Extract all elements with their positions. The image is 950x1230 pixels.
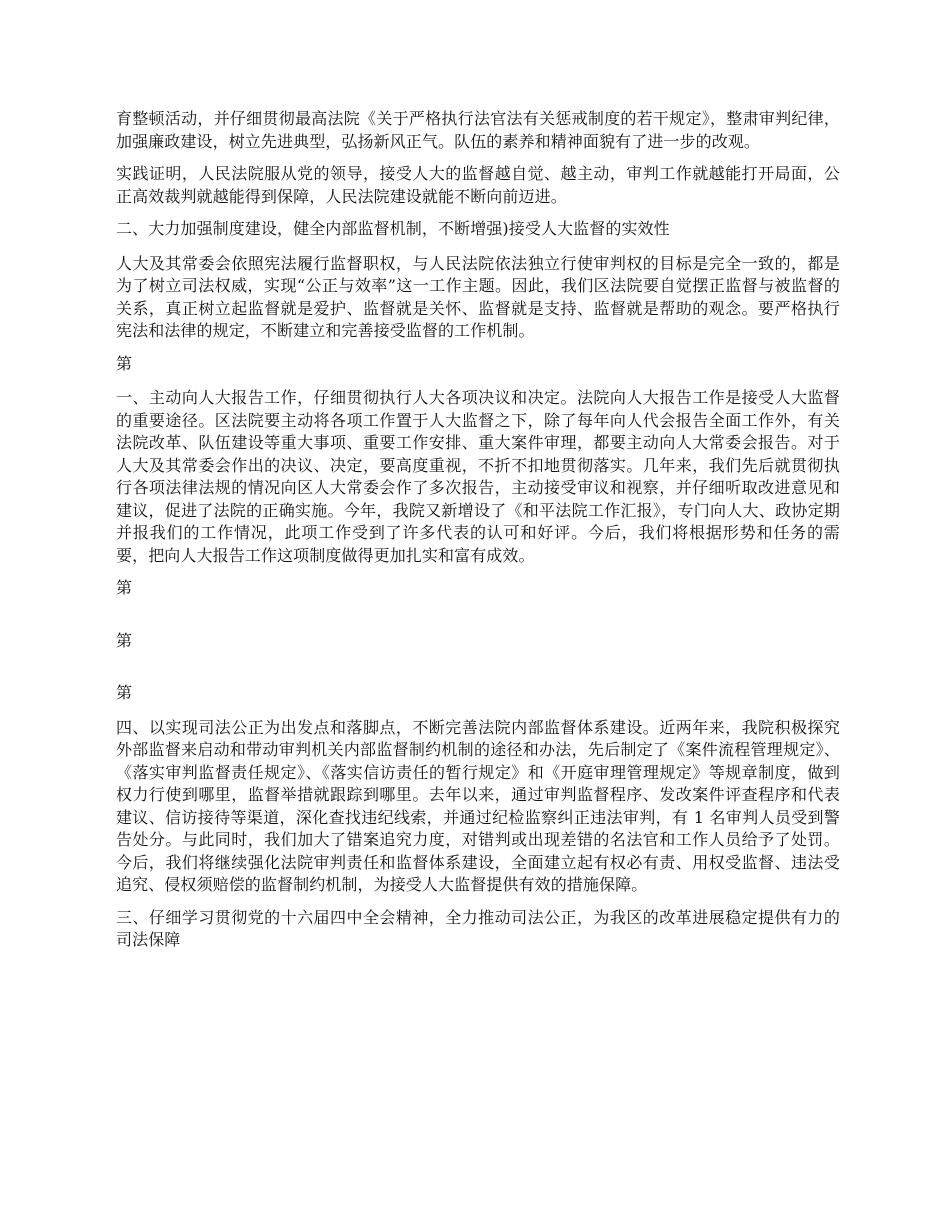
- fragment-di-4: 第: [116, 683, 133, 702]
- paragraph-practice-proves: 实践证明，人民法院服从党的领导，接受人大的监督越自觉、越主动，审判工作就越能打开局面，公正高效裁判就越能得到保障，人民法院建设就能不断向前迈进。: [116, 164, 840, 206]
- document-page: [116, 108, 840, 962]
- paragraph-internal-supervision: 四、以实现司法公正为出发点和落脚点，不断完善法院内部监督体系建设。近两年来，我院积极探究外部监督来启动和带动审判机关内部监督制约机制的途径和办法，先后制定了《案件流程管理规定》、《落实审判监督责任规定》、《落实信访责任的暂行规定》和《开庭审理管理规定》等规章制度，做到权力行使到哪里，监督举措就跟踪到哪里。去年以来，通过审判监督程序、发改案件评查程序和代表建议、信访接待等渠道，深化查找违纪线索，并通过纪检监察纠正违法审判，有 1 名审判人员受到警告处分。与此同时，我们加大了错案追究力度，对错判或出现差错的名法官和工作人员给予了处罚。今后，我们将继续强化法院审判责任和监督体系建设，全面建立起有权必有责、用权受监督、违法受追究、侵权须赔偿的监督制约机制，为接受人大监督提供有效的措施保障。: [116, 717, 840, 894]
- section-heading-three: 三、仔细学习贯彻党的十六届四中全会精神，全力推动司法公正，为我区的改革进展稳定提供有力的司法保障: [116, 907, 840, 949]
- section-heading-two: 二、大力加强制度建设，健全内部监督机制，不断增强)接受人大监督的实效性: [116, 219, 670, 238]
- paragraph-supervision-principle: 人大及其常委会依照宪法履行监督职权，与人民法院依法独立行使审判权的目标是完全一致的，都是为了树立司法权威，实现“公正与效率”这一工作主题。因此，我们区法院要自觉摆正监督与被监督的关系，真正树立起监督就是爱护、监督就是关怀、监督就是支持、监督就是帮助的观念。要严格执行宪法和法律的规定，不断建立和完善接受监督的工作机制。: [116, 253, 840, 340]
- fragment-di-2: 第: [116, 578, 133, 597]
- fragment-di-1: 第: [116, 353, 133, 373]
- paragraph-team-rectification: 育整顿活动，并仔细贯彻最高法院《关于严格执行法官法有关惩戒制度的若干规定》，整肃审判纪律，加强廉政建设，树立先进典型，弘扬新风正气。队伍的素养和精神面貌有了进一步的改观。: [116, 109, 840, 151]
- paragraph-report-to-npc: 一、主动向人大报告工作，仔细贯彻执行人大各项决议和决定。法院向人大报告工作是接受人大监督的重要途径。区法院要主动将各项工作置于人大监督之下，除了每年向人代会报告全面工作外，有关法院改革、队伍建设等重大事项、重要工作安排、重大案件审理，都要主动向人大常委会报告。对于人大及其常委会作出的决议、决定，要高度重视，不折不扣地贯彻落实。几年来，我们先后就贯彻执行各项法律法规的情况向区人大常委会作了多次报告，主动接受审议和视察，并仔细听取改进意见和建议，促进了法院的正确实施。今年，我院又新增设了《和平法院工作汇报》，专门向人大、政协定期并报我们的工作情况，此项工作受到了许多代表的认可和好评。今后，我们将根据形势和任务的需要，把向人大报告工作这项制度做得更加扎实和富有成效。: [116, 388, 840, 565]
- fragment-di-3: 第: [116, 630, 133, 650]
